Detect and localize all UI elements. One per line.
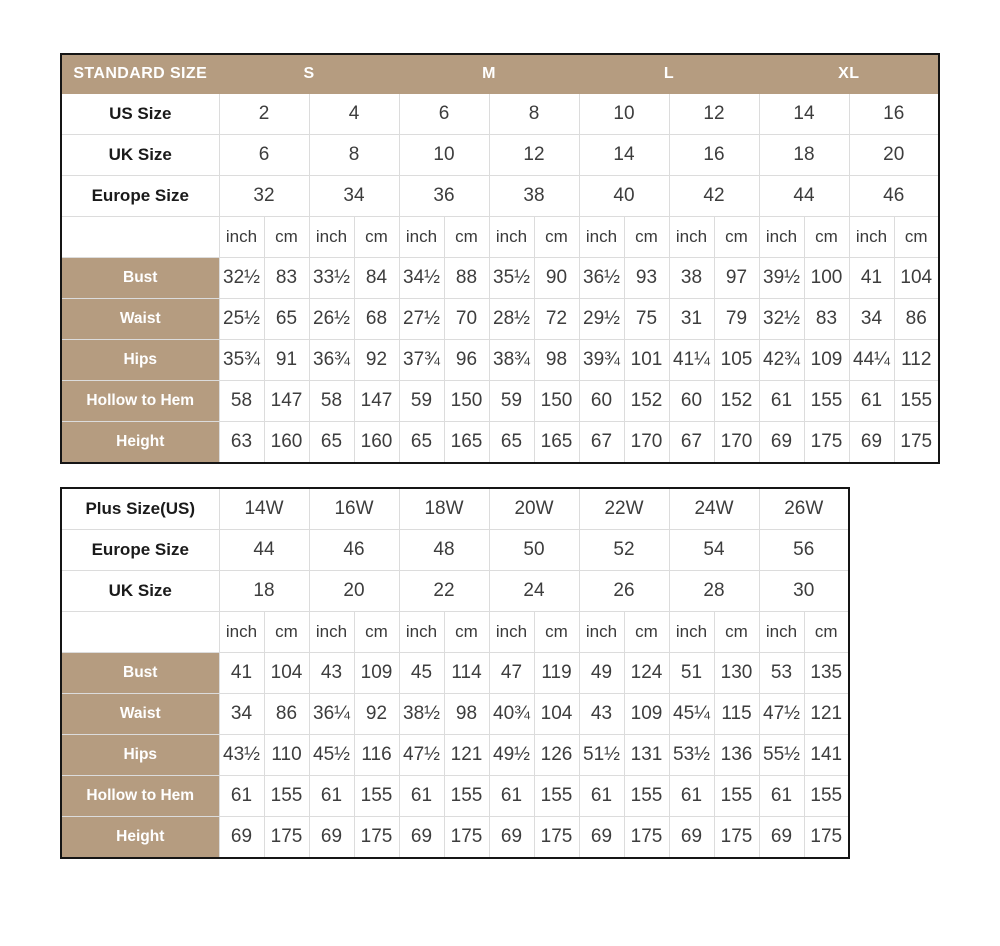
measurement-value: 61 (849, 381, 894, 422)
measurement-value: 67 (579, 422, 624, 464)
size-value: 46 (849, 176, 939, 217)
measurement-value: 32½ (759, 299, 804, 340)
size-value: 26W (759, 488, 849, 530)
size-value: 44 (219, 530, 309, 571)
unit-cm-label: cm (714, 612, 759, 653)
measurement-value: 131 (624, 735, 669, 776)
measurement-value: 63 (219, 422, 264, 464)
measurement-value: 105 (714, 340, 759, 381)
measurement-value: 61 (669, 776, 714, 817)
unit-inch-label: inch (309, 217, 354, 258)
measurement-value: 31 (669, 299, 714, 340)
size-value: 36 (399, 176, 489, 217)
measurement-value: 114 (444, 653, 489, 694)
measurement-row-label: Hollow to Hem (61, 776, 219, 817)
measurement-value: 97 (714, 258, 759, 299)
size-value: 48 (399, 530, 489, 571)
size-value: 56 (759, 530, 849, 571)
size-value: 40 (579, 176, 669, 217)
measurement-value: 47 (489, 653, 534, 694)
measurement-value: 86 (894, 299, 939, 340)
table-row (61, 653, 849, 694)
measurement-value: 59 (399, 381, 444, 422)
measurement-value: 60 (669, 381, 714, 422)
measurement-row-label: Height (61, 422, 219, 464)
unit-cm-label: cm (714, 217, 759, 258)
measurement-value: 59 (489, 381, 534, 422)
measurement-value: 93 (624, 258, 669, 299)
unit-inch-label: inch (759, 217, 804, 258)
measurement-value: 41¼ (669, 340, 714, 381)
measurement-value: 98 (534, 340, 579, 381)
row-label: Europe Size (61, 530, 219, 571)
measurement-value: 43 (579, 694, 624, 735)
table-row (61, 530, 849, 571)
measurement-value: 155 (714, 776, 759, 817)
unit-inch-label: inch (669, 217, 714, 258)
measurement-value: 83 (264, 258, 309, 299)
table-row (61, 381, 939, 422)
measurement-row-label: Waist (61, 694, 219, 735)
measurement-value: 27½ (399, 299, 444, 340)
table-row (61, 258, 939, 299)
table-row (61, 694, 849, 735)
measurement-value: 96 (444, 340, 489, 381)
measurement-value: 38¾ (489, 340, 534, 381)
unit-inch-label: inch (399, 217, 444, 258)
measurement-value: 152 (624, 381, 669, 422)
measurement-value: 28½ (489, 299, 534, 340)
table-row (61, 817, 849, 859)
measurement-value: 124 (624, 653, 669, 694)
measurement-value: 29½ (579, 299, 624, 340)
measurement-row-label: Bust (61, 258, 219, 299)
size-value: 4 (309, 94, 399, 135)
measurement-value: 115 (714, 694, 759, 735)
measurement-value: 38 (669, 258, 714, 299)
size-value: 20 (849, 135, 939, 176)
unit-inch-label: inch (669, 612, 714, 653)
measurement-value: 53 (759, 653, 804, 694)
unit-inch-label: inch (309, 612, 354, 653)
measurement-value: 51 (669, 653, 714, 694)
measurement-value: 150 (534, 381, 579, 422)
measurement-value: 68 (354, 299, 399, 340)
size-value: 28 (669, 571, 759, 612)
size-value: 54 (669, 530, 759, 571)
measurement-value: 109 (624, 694, 669, 735)
measurement-value: 36¼ (309, 694, 354, 735)
unit-cm-label: cm (264, 217, 309, 258)
size-value: 2 (219, 94, 309, 135)
measurement-value: 69 (489, 817, 534, 859)
table-header-row (61, 54, 939, 94)
unit-cm-label: cm (444, 612, 489, 653)
measurement-value: 109 (354, 653, 399, 694)
measurement-value: 175 (354, 817, 399, 859)
size-value: 22W (579, 488, 669, 530)
measurement-value: 45½ (309, 735, 354, 776)
size-value: 50 (489, 530, 579, 571)
measurement-value: 65 (489, 422, 534, 464)
size-group-header: L (579, 54, 759, 94)
unit-inch-label: inch (579, 612, 624, 653)
measurement-value: 42¾ (759, 340, 804, 381)
measurement-value: 34 (219, 694, 264, 735)
measurement-value: 119 (534, 653, 579, 694)
unit-inch-label: inch (219, 217, 264, 258)
unit-inch-label: inch (759, 612, 804, 653)
measurement-value: 61 (219, 776, 264, 817)
measurement-value: 61 (309, 776, 354, 817)
measurement-value: 60 (579, 381, 624, 422)
measurement-value: 32½ (219, 258, 264, 299)
measurement-value: 65 (264, 299, 309, 340)
table-row (61, 135, 939, 176)
size-value: 16 (669, 135, 759, 176)
measurement-value: 41 (849, 258, 894, 299)
measurement-value: 33½ (309, 258, 354, 299)
table-row (61, 94, 939, 135)
unit-cm-label: cm (534, 217, 579, 258)
measurement-value: 104 (534, 694, 579, 735)
measurement-value: 26½ (309, 299, 354, 340)
measurement-value: 69 (759, 422, 804, 464)
size-group-header: M (399, 54, 579, 94)
measurement-value: 175 (804, 422, 849, 464)
measurement-value: 61 (759, 776, 804, 817)
measurement-value: 147 (264, 381, 309, 422)
size-value: 14 (759, 94, 849, 135)
size-value: 6 (399, 94, 489, 135)
measurement-value: 69 (759, 817, 804, 859)
measurement-value: 155 (624, 776, 669, 817)
size-value: 26 (579, 571, 669, 612)
empty-corner-cell (61, 612, 219, 653)
unit-cm-label: cm (624, 612, 669, 653)
unit-inch-label: inch (489, 612, 534, 653)
measurement-value: 160 (354, 422, 399, 464)
measurement-value: 61 (759, 381, 804, 422)
measurement-value: 34½ (399, 258, 444, 299)
measurement-value: 175 (264, 817, 309, 859)
measurement-value: 25½ (219, 299, 264, 340)
measurement-value: 61 (579, 776, 624, 817)
unit-inch-label: inch (579, 217, 624, 258)
measurement-value: 155 (804, 381, 849, 422)
row-label: US Size (61, 94, 219, 135)
table-title: STANDARD SIZE (61, 54, 219, 94)
unit-inch-label: inch (489, 217, 534, 258)
measurement-value: 61 (399, 776, 444, 817)
measurement-value: 92 (354, 694, 399, 735)
standard-size-table (60, 53, 940, 464)
size-group-header: XL (759, 54, 939, 94)
size-value: 10 (579, 94, 669, 135)
measurement-value: 126 (534, 735, 579, 776)
size-value: 44 (759, 176, 849, 217)
measurement-value: 170 (624, 422, 669, 464)
measurement-value: 69 (399, 817, 444, 859)
size-value: 12 (489, 135, 579, 176)
measurement-value: 165 (444, 422, 489, 464)
unit-cm-label: cm (624, 217, 669, 258)
measurement-value: 155 (804, 776, 849, 817)
unit-inch-label: inch (849, 217, 894, 258)
measurement-value: 175 (534, 817, 579, 859)
unit-cm-label: cm (804, 217, 849, 258)
measurement-value: 112 (894, 340, 939, 381)
size-value: 22 (399, 571, 489, 612)
size-value: 14 (579, 135, 669, 176)
measurement-row-label: Height (61, 817, 219, 859)
unit-cm-label: cm (354, 612, 399, 653)
measurement-value: 39½ (759, 258, 804, 299)
measurement-value: 110 (264, 735, 309, 776)
measurement-value: 69 (309, 817, 354, 859)
measurement-value: 34 (849, 299, 894, 340)
measurement-value: 67 (669, 422, 714, 464)
measurement-value: 175 (894, 422, 939, 464)
measurement-value: 45¼ (669, 694, 714, 735)
measurement-value: 49½ (489, 735, 534, 776)
table-row (61, 422, 939, 464)
measurement-value: 35½ (489, 258, 534, 299)
size-value: 24 (489, 571, 579, 612)
measurement-value: 150 (444, 381, 489, 422)
measurement-value: 170 (714, 422, 759, 464)
size-value: 8 (309, 135, 399, 176)
unit-inch-label: inch (219, 612, 264, 653)
measurement-value: 43 (309, 653, 354, 694)
measurement-value: 38½ (399, 694, 444, 735)
measurement-value: 101 (624, 340, 669, 381)
table-row (61, 340, 939, 381)
size-value: 20 (309, 571, 399, 612)
measurement-value: 98 (444, 694, 489, 735)
measurement-value: 160 (264, 422, 309, 464)
measurement-value: 104 (894, 258, 939, 299)
unit-cm-label: cm (804, 612, 849, 653)
measurement-value: 37¾ (399, 340, 444, 381)
measurement-value: 69 (219, 817, 264, 859)
measurement-value: 155 (264, 776, 309, 817)
size-value: 24W (669, 488, 759, 530)
unit-header-row (61, 612, 849, 653)
size-value: 18W (399, 488, 489, 530)
measurement-value: 39¾ (579, 340, 624, 381)
size-value: 16 (849, 94, 939, 135)
measurement-value: 84 (354, 258, 399, 299)
unit-cm-label: cm (534, 612, 579, 653)
size-value: 30 (759, 571, 849, 612)
table-row (61, 488, 849, 530)
size-value: 52 (579, 530, 669, 571)
size-value: 38 (489, 176, 579, 217)
size-value: 14W (219, 488, 309, 530)
size-value: 16W (309, 488, 399, 530)
measurement-value: 121 (444, 735, 489, 776)
measurement-value: 44¼ (849, 340, 894, 381)
measurement-value: 72 (534, 299, 579, 340)
measurement-value: 155 (354, 776, 399, 817)
row-label: UK Size (61, 135, 219, 176)
table-row (61, 176, 939, 217)
measurement-value: 69 (669, 817, 714, 859)
table-row (61, 735, 849, 776)
measurement-value: 41 (219, 653, 264, 694)
measurement-value: 155 (444, 776, 489, 817)
measurement-value: 121 (804, 694, 849, 735)
table-row (61, 776, 849, 817)
unit-inch-label: inch (399, 612, 444, 653)
measurement-value: 83 (804, 299, 849, 340)
size-value: 20W (489, 488, 579, 530)
measurement-value: 61 (489, 776, 534, 817)
size-value: 8 (489, 94, 579, 135)
measurement-value: 175 (444, 817, 489, 859)
measurement-value: 36½ (579, 258, 624, 299)
unit-cm-label: cm (444, 217, 489, 258)
unit-header-row (61, 217, 939, 258)
measurement-value: 175 (624, 817, 669, 859)
size-value: 32 (219, 176, 309, 217)
measurement-value: 47½ (399, 735, 444, 776)
measurement-value: 47½ (759, 694, 804, 735)
measurement-row-label: Bust (61, 653, 219, 694)
measurement-row-label: Hips (61, 340, 219, 381)
measurement-value: 175 (804, 817, 849, 859)
unit-cm-label: cm (354, 217, 399, 258)
measurement-value: 165 (534, 422, 579, 464)
measurement-value: 155 (894, 381, 939, 422)
table-row (61, 299, 939, 340)
measurement-value: 79 (714, 299, 759, 340)
size-value: 34 (309, 176, 399, 217)
table-row (61, 571, 849, 612)
size-value: 42 (669, 176, 759, 217)
size-value: 46 (309, 530, 399, 571)
measurement-row-label: Hollow to Hem (61, 381, 219, 422)
measurement-value: 36¾ (309, 340, 354, 381)
plus-size-table (60, 487, 850, 859)
measurement-value: 90 (534, 258, 579, 299)
measurement-value: 53½ (669, 735, 714, 776)
measurement-value: 69 (849, 422, 894, 464)
size-value: 18 (219, 571, 309, 612)
measurement-value: 58 (309, 381, 354, 422)
measurement-value: 104 (264, 653, 309, 694)
measurement-value: 40¾ (489, 694, 534, 735)
measurement-value: 116 (354, 735, 399, 776)
measurement-value: 45 (399, 653, 444, 694)
measurement-value: 75 (624, 299, 669, 340)
measurement-value: 69 (579, 817, 624, 859)
measurement-value: 65 (309, 422, 354, 464)
measurement-value: 51½ (579, 735, 624, 776)
measurement-value: 135 (804, 653, 849, 694)
measurement-value: 175 (714, 817, 759, 859)
measurement-value: 35¾ (219, 340, 264, 381)
measurement-row-label: Hips (61, 735, 219, 776)
measurement-value: 43½ (219, 735, 264, 776)
size-group-header: S (219, 54, 399, 94)
size-value: 6 (219, 135, 309, 176)
unit-cm-label: cm (264, 612, 309, 653)
measurement-value: 88 (444, 258, 489, 299)
row-label: Plus Size(US) (61, 488, 219, 530)
measurement-value: 147 (354, 381, 399, 422)
measurement-value: 91 (264, 340, 309, 381)
measurement-value: 70 (444, 299, 489, 340)
size-value: 10 (399, 135, 489, 176)
measurement-value: 92 (354, 340, 399, 381)
measurement-value: 155 (534, 776, 579, 817)
measurement-value: 141 (804, 735, 849, 776)
measurement-value: 65 (399, 422, 444, 464)
measurement-value: 152 (714, 381, 759, 422)
measurement-value: 100 (804, 258, 849, 299)
measurement-value: 130 (714, 653, 759, 694)
empty-corner-cell (61, 217, 219, 258)
measurement-row-label: Waist (61, 299, 219, 340)
size-value: 12 (669, 94, 759, 135)
measurement-value: 55½ (759, 735, 804, 776)
unit-cm-label: cm (894, 217, 939, 258)
size-value: 18 (759, 135, 849, 176)
measurement-value: 109 (804, 340, 849, 381)
measurement-value: 49 (579, 653, 624, 694)
measurement-value: 86 (264, 694, 309, 735)
row-label: UK Size (61, 571, 219, 612)
measurement-value: 136 (714, 735, 759, 776)
row-label: Europe Size (61, 176, 219, 217)
measurement-value: 58 (219, 381, 264, 422)
